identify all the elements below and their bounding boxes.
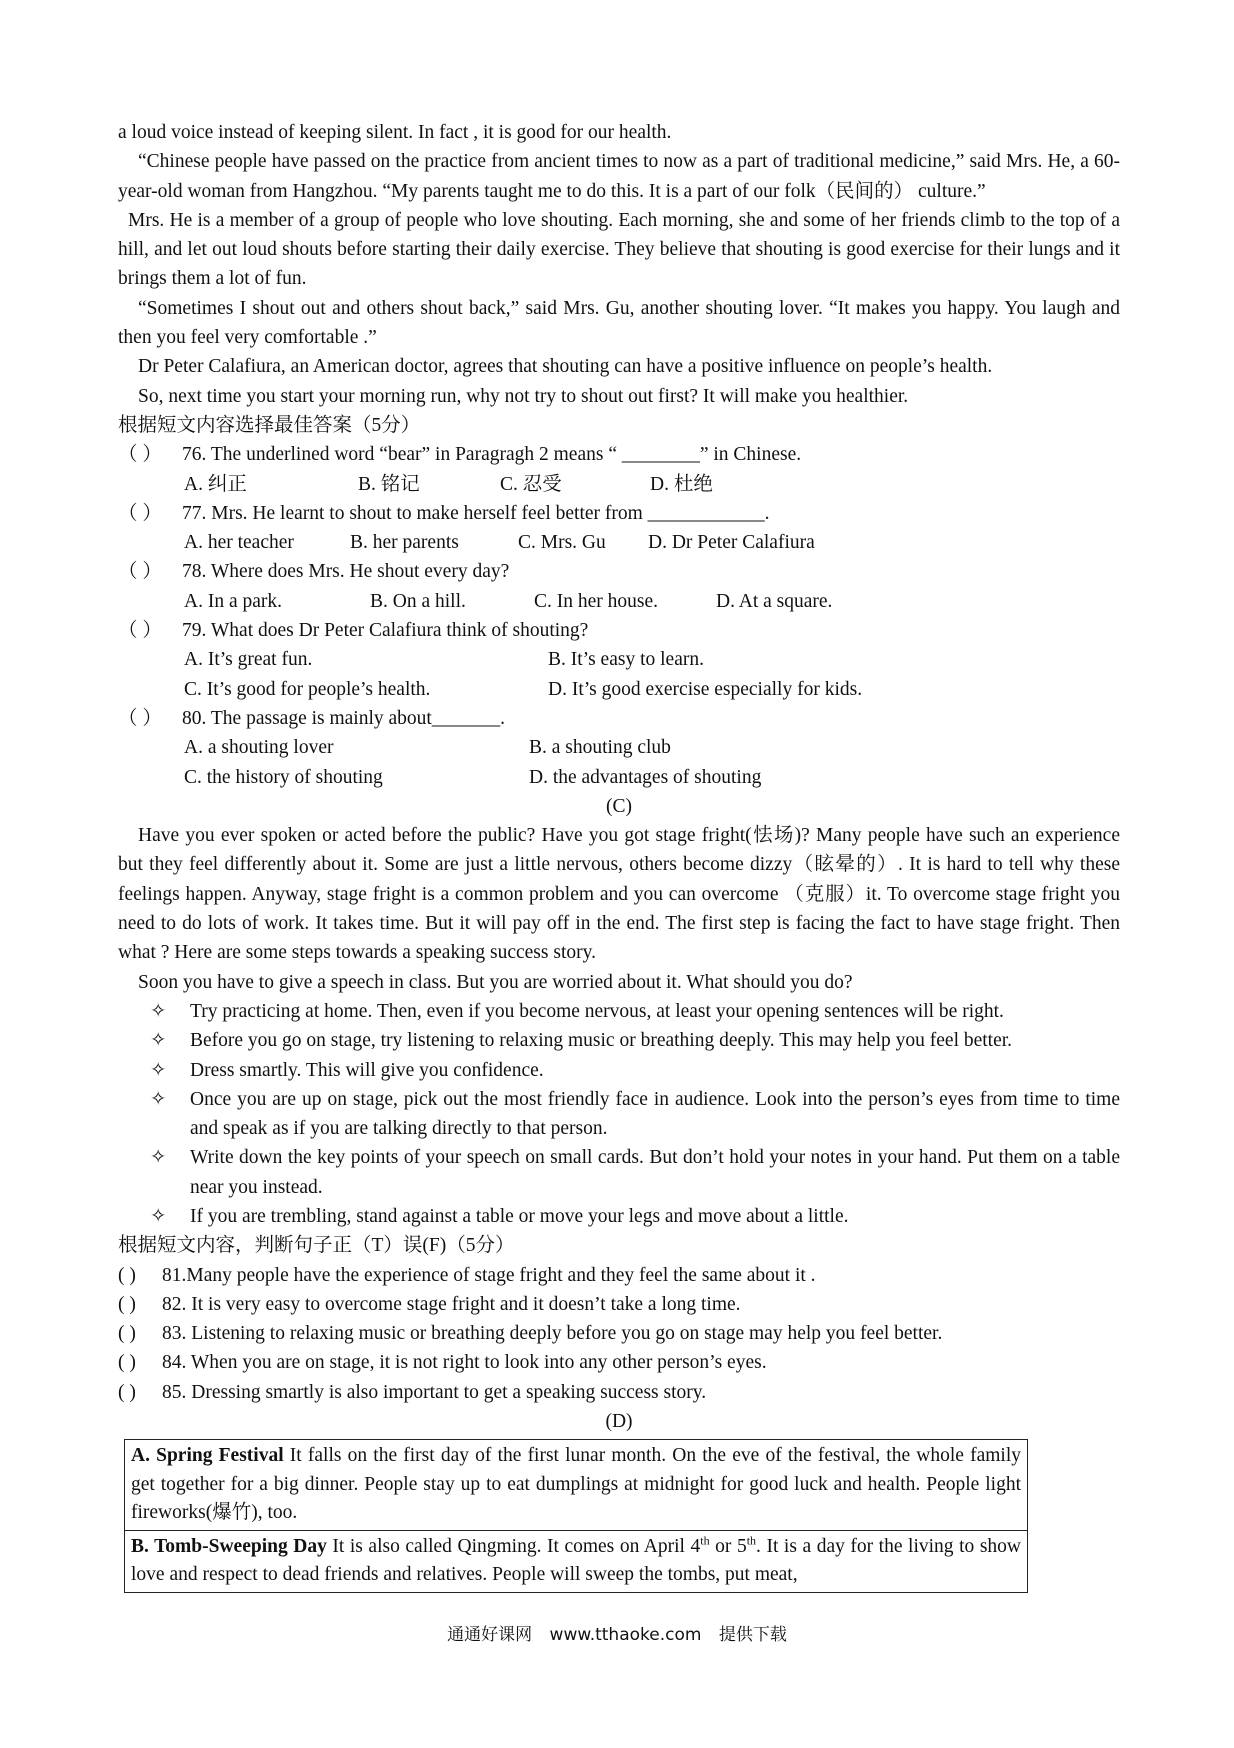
answer-blank[interactable]: （ ） bbox=[118, 502, 162, 524]
passage-b-paragraph: “Sometimes I shout out and others shout back,” said Mrs. Gu, another shouting lover. “It makes you happy. You laugh and then you feel very comfortable .” bbox=[118, 297, 1120, 349]
tip-text: If you are trembling, stand against a table or move your legs and move about a little. bbox=[190, 1205, 849, 1227]
tip-text: Write down the key points of your speech on small cards. But don’t hold your notes in your hand. Put them on a table near you instead. bbox=[190, 1147, 1120, 1198]
festival-table bbox=[124, 1439, 1028, 1593]
question-text: 82. It is very easy to overcome stage fright and it doesn’t take a long time. bbox=[162, 1293, 741, 1315]
answer-blank[interactable]: ( ) bbox=[118, 1323, 136, 1345]
list-item bbox=[118, 1026, 1120, 1055]
passage-b-paragraph: Mrs. He is a member of a group of people who love shouting. Each morning, she and some of her friends climb to the top of a hill, and let out loud shouts before starting their daily exercise. They believe that shouting is good exercise for their lungs and it brings them a lot of fun. bbox=[118, 209, 1120, 290]
option-c: C. 忍受 bbox=[500, 473, 562, 495]
question-76 bbox=[118, 440, 1120, 499]
option-c: C. Mrs. Gu bbox=[518, 532, 606, 554]
section-heading-d: (D) bbox=[605, 1411, 633, 1433]
star-bullet-icon: ✧ bbox=[150, 1000, 167, 1022]
passage-c-paragraph: Have you ever spoken or acted before the public? Have you got stage fright(怯场)? Many people have such an experience but they feel differently about it. Some are just a little nervous, others become dizzy（眩晕的）. It is hard to tell why these feelings happen. Anyway, stage fright is a common problem and you can overcome （克服）it. To overcome stage fright you need to do lots of work. It takes time. But it will pay off in the end. The first step is facing the fact to have stage fright. Then what ? Here are some steps towards a speaking success story. bbox=[118, 825, 1120, 964]
option-d: D. the advantages of shouting bbox=[529, 766, 762, 788]
option-b: B. her parents bbox=[350, 532, 459, 554]
answer-blank[interactable]: ( ) bbox=[118, 1352, 136, 1374]
question-text: 78. Where does Mrs. He shout every day? bbox=[182, 561, 510, 583]
answer-blank[interactable]: （ ） bbox=[118, 707, 162, 729]
tf-question-85 bbox=[118, 1378, 1120, 1407]
page-content bbox=[118, 118, 1120, 1593]
tf-question-81 bbox=[118, 1261, 1120, 1290]
option-d: D. It’s good exercise especially for kids. bbox=[548, 678, 863, 700]
star-bullet-icon: ✧ bbox=[150, 1030, 167, 1052]
table-row bbox=[125, 1530, 1028, 1592]
footer-site-name: 通通好课网 bbox=[447, 1625, 533, 1645]
page-footer bbox=[0, 1620, 1234, 1645]
option-c: C. In her house. bbox=[534, 590, 659, 612]
option-b: B. a shouting club bbox=[529, 737, 671, 759]
footer-url[interactable]: www.tthaoke.com bbox=[549, 1625, 702, 1645]
list-item bbox=[118, 997, 1120, 1026]
tip-text: Once you are up on stage, pick out the most friendly face in audience. Look into the person’s eyes from time to time and speak as if you are talking directly to that person. bbox=[190, 1088, 1120, 1140]
answer-blank[interactable]: ( ) bbox=[118, 1381, 136, 1403]
passage-b-paragraph: Dr Peter Calafiura, an American doctor, agrees that shouting can have a positive influence on people’s health. bbox=[138, 356, 993, 378]
tip-text: Before you go on stage, try listening to relaxing music or breathing deeply. This may help you feel better. bbox=[190, 1030, 1013, 1052]
tips-list bbox=[118, 997, 1120, 1231]
option-a: A. In a park. bbox=[184, 590, 283, 612]
section-heading-c: (C) bbox=[606, 795, 632, 817]
footer-note: 提供下载 bbox=[718, 1625, 787, 1645]
ordinal-suffix: th bbox=[746, 1533, 757, 1548]
festival-title: B. Tomb-Sweeping Day bbox=[131, 1535, 327, 1557]
option-d: D. 杜绝 bbox=[650, 473, 713, 495]
question-text: 83. Listening to relaxing music or breathing deeply before you go on stage may help you feel better. bbox=[162, 1323, 943, 1345]
option-a: A. her teacher bbox=[184, 532, 294, 554]
question-text: 80. The passage is mainly about_______. bbox=[182, 707, 505, 729]
tip-text: Try practicing at home. Then, even if you become nervous, at least your opening sentences will be right. bbox=[190, 1000, 1004, 1022]
tip-text: Dress smartly. This will give you confidence. bbox=[190, 1059, 544, 1081]
answer-blank[interactable]: （ ） bbox=[118, 444, 162, 466]
passage-c-paragraph: Soon you have to give a speech in class. But you are worried about it. What should you do? bbox=[138, 971, 853, 993]
answer-blank[interactable]: （ ） bbox=[118, 561, 162, 583]
question-text: 76. The underlined word “bear” in Paragragh 2 means “ ________” in Chinese. bbox=[182, 444, 802, 466]
festival-title: A. Spring Festival bbox=[131, 1445, 284, 1467]
festival-cell-a bbox=[125, 1440, 1028, 1531]
list-item bbox=[118, 1143, 1120, 1202]
option-d: D. Dr Peter Calafiura bbox=[648, 532, 815, 554]
question-text: 81.Many people have the experience of stage fright and they feel the same about it . bbox=[162, 1264, 816, 1286]
star-bullet-icon: ✧ bbox=[150, 1088, 167, 1110]
option-a: A. 纠正 bbox=[184, 473, 247, 495]
ordinal-suffix: th bbox=[700, 1533, 710, 1548]
option-d: D. At a square. bbox=[716, 590, 833, 612]
answer-blank[interactable]: ( ) bbox=[118, 1293, 136, 1315]
festival-cell-b bbox=[125, 1530, 1028, 1592]
section-instruction: 根据短文内容，判断句子正（T）误(F)（5分） bbox=[118, 1235, 515, 1257]
festival-description: . It is a day for the living to show love and respect to dead friends and relatives. People will sweep the tombs, put meat, bbox=[131, 1535, 1021, 1586]
option-b: B. It’s easy to learn. bbox=[548, 649, 704, 671]
festival-description: It is also called Qingming. It comes on April 4 bbox=[326, 1535, 701, 1557]
question-77 bbox=[118, 499, 1120, 558]
list-item bbox=[118, 1202, 1120, 1231]
option-b: B. 铭记 bbox=[358, 473, 420, 495]
star-bullet-icon: ✧ bbox=[150, 1147, 167, 1169]
tf-question-84 bbox=[118, 1348, 1120, 1377]
passage-b-paragraph: “Chinese people have passed on the practice from ancient times to now as a part of traditional medicine,” said Mrs. He, a 60-year-old woman from Hangzhou. “My parents taught me to do this. It is a part of our folk（民间的） culture.” bbox=[118, 151, 1120, 202]
question-78 bbox=[118, 557, 1120, 616]
festival-description: or 5 bbox=[709, 1535, 747, 1557]
section-instruction: 根据短文内容选择最佳答案（5分） bbox=[118, 414, 421, 436]
question-text: 79. What does Dr Peter Calafiura think of shouting? bbox=[182, 620, 589, 642]
list-item bbox=[118, 1085, 1120, 1144]
question-text: 77. Mrs. He learnt to shout to make herself feel better from ____________. bbox=[182, 502, 770, 524]
question-text: 84. When you are on stage, it is not right to look into any other person’s eyes. bbox=[162, 1352, 767, 1374]
question-79 bbox=[118, 616, 1120, 704]
tf-question-83 bbox=[118, 1319, 1120, 1348]
answer-blank[interactable]: （ ） bbox=[118, 620, 162, 642]
option-a: A. a shouting lover bbox=[184, 737, 334, 759]
table-row bbox=[125, 1440, 1028, 1531]
passage-b-paragraph: a loud voice instead of keeping silent. In fact , it is good for our health. bbox=[118, 122, 672, 143]
question-80 bbox=[118, 704, 1120, 792]
question-text: 85. Dressing smartly is also important to get a speaking success story. bbox=[162, 1381, 707, 1403]
tf-question-82 bbox=[118, 1290, 1120, 1319]
option-b: B. On a hill. bbox=[370, 590, 466, 612]
option-a: A. It’s great fun. bbox=[184, 649, 313, 671]
option-c: C. It’s good for people’s health. bbox=[184, 678, 431, 700]
star-bullet-icon: ✧ bbox=[150, 1059, 167, 1081]
festival-description: It falls on the first day of the first lunar month. On the eve of the festival, the whole family get together for a big dinner. People stay up to eat dumplings at midnight for good luck and health. People light fireworks(爆竹), too. bbox=[131, 1445, 1021, 1524]
list-item bbox=[118, 1056, 1120, 1085]
star-bullet-icon: ✧ bbox=[150, 1205, 167, 1227]
option-c: C. the history of shouting bbox=[184, 766, 383, 788]
passage-b-paragraph: So, next time you start your morning run, why not try to shout out first? It will make you healthier. bbox=[138, 385, 909, 407]
answer-blank[interactable]: ( ) bbox=[118, 1264, 136, 1286]
